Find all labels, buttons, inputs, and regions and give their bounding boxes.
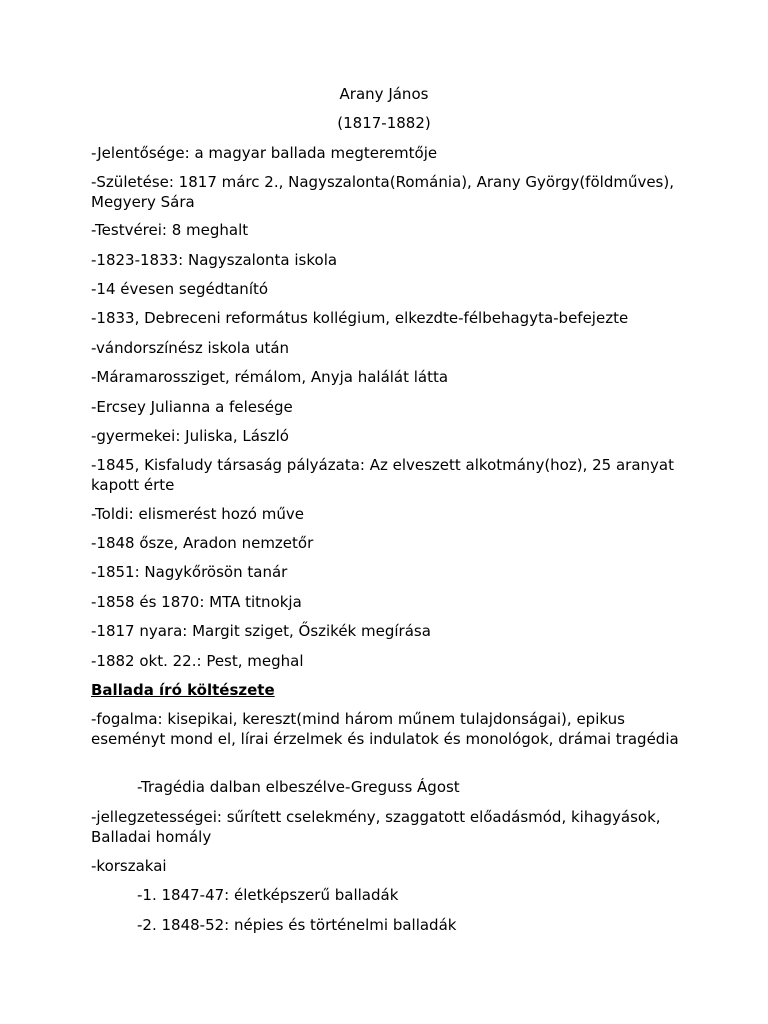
list-item: -jellegzetességei: sűrített cselekmény, szaggatott előadásmód, kihagyások, Balladai homály [91,808,661,846]
list-item: -14 évesen segédtanító [91,280,269,298]
list-item: -fogalma: kisepikai, kereszt(mind három műnem tulajdonságai), epikus eseményt mond el, lírai érzelmek és indulatok és monológok, drámai tragédia [91,710,679,748]
list-item: -Tragédia dalban elbeszélve-Greguss Ágost [137,778,460,796]
list-item: -1. 1847-47: életképszerű balladák [137,886,399,904]
list-item: -1851: Nagykőrösön tanár [91,563,288,581]
list-item: -1845, Kisfaludy társaság pályázata: Az elveszett alkotmány(hoz), 25 aranyat kapott érte [91,456,674,494]
list-item: -1833, Debreceni református kollégium, elkezdte-félbehagyta-befejezte [91,309,629,327]
section-heading: Ballada író költészete [91,681,275,699]
list-item: -Toldi: elismerést hozó műve [91,505,304,523]
list-item: -1848 ősze, Aradon nemzetőr [91,534,314,552]
list-item: -korszakai [91,857,167,875]
list-item: -2. 1848-52: népies és történelmi balladák [137,916,457,934]
list-item: -Ercsey Julianna a felesége [91,398,293,416]
list-item: -Jelentősége: a magyar ballada megteremtője [91,144,438,162]
list-item: -vándorszínész iskola után [91,339,290,357]
list-item: -1858 és 1870: MTA titnokja [91,593,302,611]
list-item: -1823-1833: Nagyszalonta iskola [91,251,338,269]
list-item: -gyermekei: Juliska, László [91,427,289,445]
list-item: -1817 nyara: Margit sziget, Őszikék megírása [91,622,431,640]
list-item: -1882 okt. 22.: Pest, meghal [91,652,304,670]
list-item: -Máramarossziget, rémálom, Anyja halálát látta [91,368,449,386]
document-years: (1817-1882) [337,114,431,132]
list-item: -Születése: 1817 márc 2., Nagyszalonta(Románia), Arany György(földműves), Megyery Sára [91,173,674,211]
list-item: -Testvérei: 8 meghalt [91,221,249,239]
document-title: Arany János [339,85,429,103]
